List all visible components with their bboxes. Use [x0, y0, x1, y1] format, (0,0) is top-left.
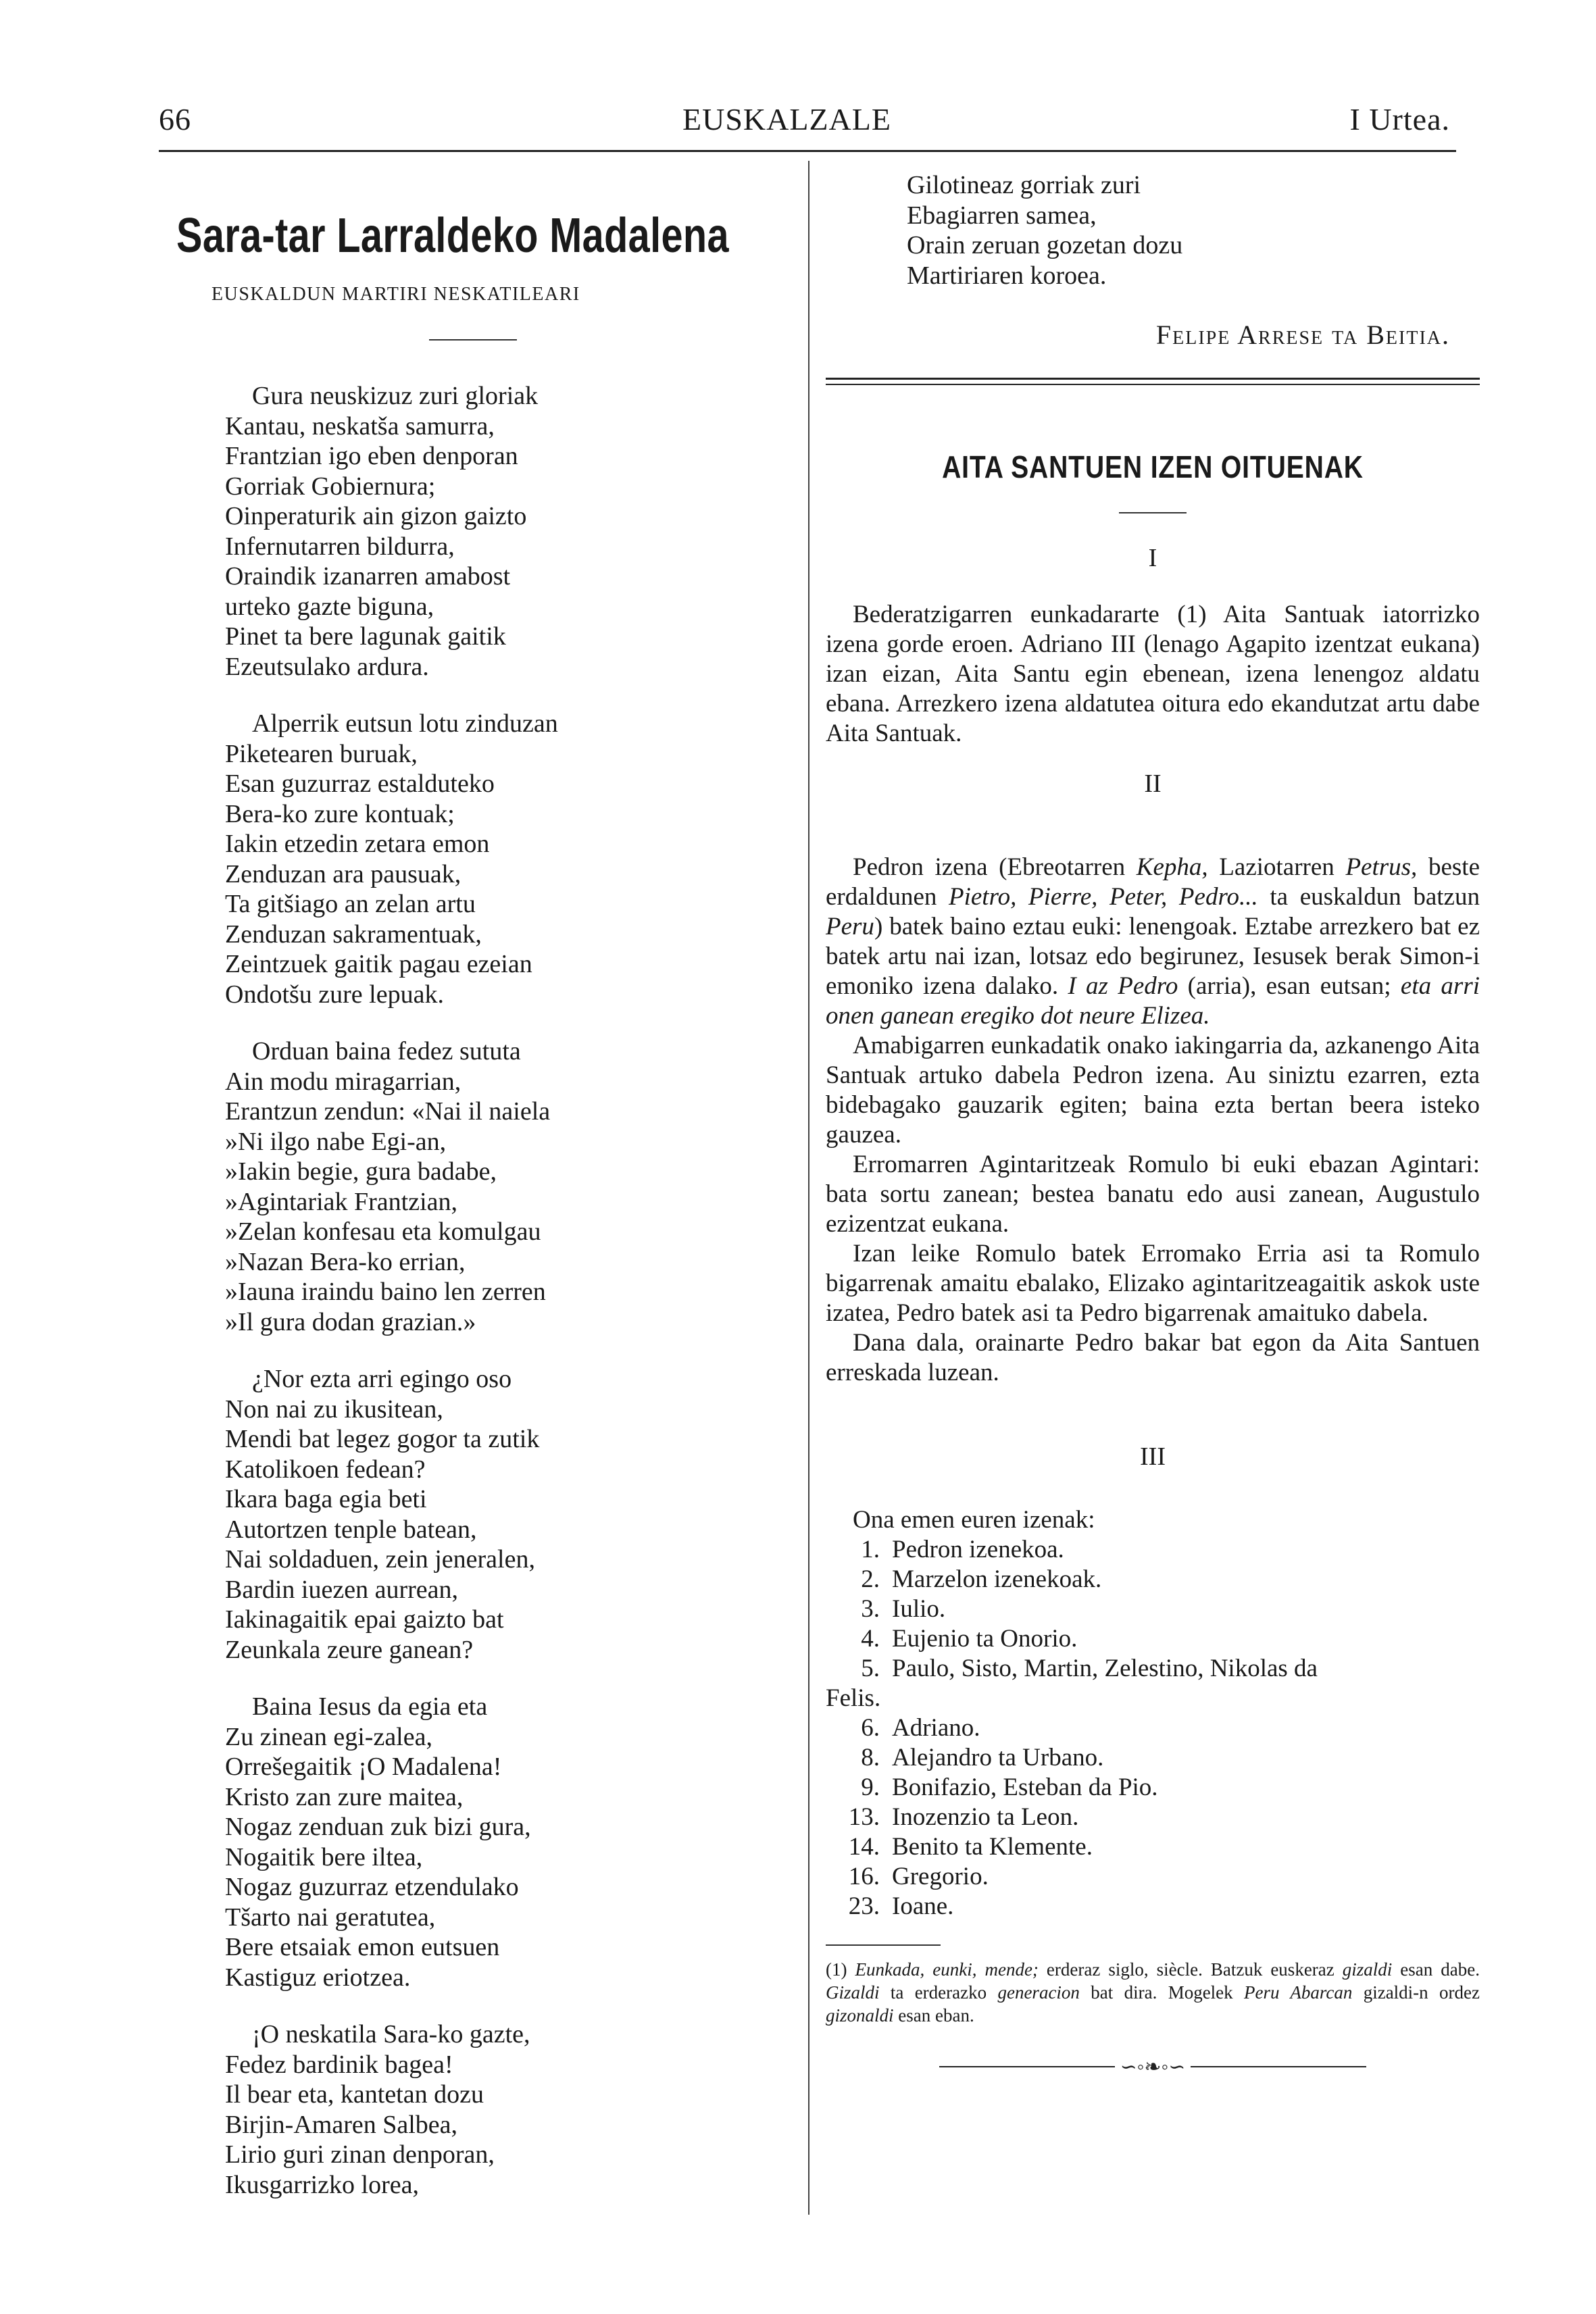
list-intro: Ona emen euren izenak:: [853, 1506, 1095, 1534]
poem-line: Kantau, neskatša samurra,: [225, 411, 495, 441]
poem-line: Pinet ta bere lagunak gaitik: [225, 622, 506, 651]
p2-others: Pietro, Pierre, Peter, Pedro...: [949, 883, 1258, 911]
poem-line: »Iakin begie, gura badabe,: [225, 1157, 497, 1186]
fn-text-b: erderaz siglo, siècle. Batzuk euskeraz: [1038, 1959, 1343, 1980]
fn-italic-4: generacion: [997, 1982, 1080, 2003]
poem-line: Kastiguz eriotzea.: [225, 1963, 411, 1992]
list-item: [826, 1743, 1480, 1773]
poem-line: »Nazan Bera-ko errian,: [225, 1247, 466, 1276]
poem-line: Piketearen buruak,: [225, 739, 418, 768]
poem-line: Orduan baina fedez sututa: [252, 1037, 521, 1065]
list-item-text: Bonifazio, Esteban da Pio.: [892, 1774, 1158, 1801]
poem-line: Martiriaren koroea.: [907, 261, 1107, 290]
list-item-text: Pedron izenekoa.: [892, 1536, 1064, 1563]
poem-line: Zenduzan sakramentuak,: [225, 920, 482, 949]
list-item: [826, 1773, 1480, 1803]
list-item-number: 8.: [861, 1744, 880, 1771]
list-item: [826, 1535, 1480, 1565]
poem-line: ¿Nor ezta arri egingo oso: [252, 1365, 512, 1393]
section-numeral-1: I: [1148, 544, 1157, 572]
volume-year: I Urtea.: [1349, 102, 1450, 136]
poem-line: Ta gitšiago an zelan artu: [225, 890, 476, 918]
list-item-text: Alejandro ta Urbano.: [892, 1744, 1104, 1771]
poem-line: »Zelan konfesau eta komulgau: [225, 1217, 541, 1246]
list-item-number: 4.: [861, 1625, 880, 1653]
poem-stanzas: [166, 381, 801, 2200]
list-item: [826, 1684, 1480, 1713]
fn-italic-3: Gizaldi: [826, 1982, 880, 2003]
poem-line: Ain modu miragarrian,: [225, 1067, 462, 1096]
paragraph-4: Erromarren Agintaritzeak Romulo bi euki ebazan Agintari: bata sortu zanean; bestea banatu edo ausi zanean, Augustulo ezizentzat eukana.: [826, 1151, 1480, 1238]
section-title: AITA SANTUEN IZEN OITUENAK: [942, 449, 1364, 484]
p2-text-a: Pedron izena (Ebreotarren: [853, 853, 1137, 881]
list-item-text: Gregorio.: [892, 1863, 989, 1890]
list-item: [826, 1565, 1480, 1594]
list-item-number: 2.: [861, 1565, 880, 1593]
poem-stanza: [225, 381, 801, 682]
poem-line: Erantzun zendun: «Nai il naiela: [225, 1097, 551, 1126]
poem-line: Nogaitik bere iltea,: [225, 1842, 423, 1871]
p2-text-d: ta euskaldun batzun: [1257, 883, 1480, 911]
poem-line: »Iauna iraindu baino len zerren: [225, 1278, 546, 1306]
poem-subtitle: EUSKALDUN MARTIRI NESKATILEARI: [211, 284, 580, 305]
section-numeral-3: III: [1140, 1442, 1166, 1471]
list-item-text: Eujenio ta Onorio.: [892, 1625, 1078, 1653]
list-item: [826, 1624, 1480, 1654]
poem-line: Mendi bat legez gogor ta zutik: [225, 1425, 540, 1453]
column-divider: [808, 161, 809, 2215]
p2-text-e: ) batek baino eztau euki: lenengoak. Eztabe arrezkero bat ez batek artu nai izan, lotsaz edo begirunez, Iesusek berak Simon-i emoniko izena dalako.: [826, 913, 1480, 1000]
list-item-text: Inozenzio ta Leon.: [892, 1803, 1079, 1831]
poem-line: Oinperaturik ain gizon gaizto: [225, 502, 527, 530]
poem-line: Nogaz guzurraz etzendulako: [225, 1873, 519, 1901]
section-numeral-2: II: [1144, 770, 1162, 798]
fn-italic-5: Peru Abarcan: [1244, 1982, 1353, 2003]
section-rule-top: [826, 378, 1480, 380]
fn-text-a: (1): [826, 1959, 855, 1980]
poem-line: Bera-ko zure kontuak;: [225, 799, 455, 828]
poem-stanza: [225, 1364, 801, 1665]
poem-line: Esan guzurraz estalduteko: [225, 770, 495, 798]
paragraph-1: Bederatzigarren eunkadararte (1) Aita Santuak iatorrizko izena gorde eroen. Adriano III (lenago Agapito izentzat eukana) izan eizan, Aita Santu egin ebenean, izena lenengoz aldatu ebana. Arrezkero izena aldatutea oitura edo ekandutzat artu dabe Aita Santuak.: [826, 601, 1480, 747]
poem-line: Il bear eta, kantetan dozu: [225, 2080, 484, 2109]
p2-text-f: (arria), esan eutsan;: [1178, 972, 1401, 1000]
poem-line: Zeunkala zeure ganean?: [225, 1635, 474, 1664]
poem-line: Fedez bardinik bagea!: [225, 2050, 453, 2079]
paragraph-3: Amabigarren eunkadatik onako iakingarria da, azkanengo Aita Santuak artuko dabela Pedron izena. Au siniztu ezarren, ezta bidebagako gauzarik egiten; baina ezta bertan beera isteko gauzea.: [826, 1032, 1480, 1149]
signature-text: Felipe Arrese ta Beitia.: [1155, 320, 1450, 350]
poem-stanza: [225, 1692, 801, 1992]
list-item: [826, 1713, 1480, 1743]
poem-line: Gura neuskizuz zuri gloriak: [252, 382, 539, 410]
paragraph-6: Dana dala, orainarte Pedro bakar bat egon da Aita Santuen erreskada luzean.: [826, 1329, 1480, 1386]
list-item-text: Marzelon izenekoak.: [892, 1565, 1102, 1593]
fn-italic-6: gizonaldi: [826, 2005, 894, 2026]
poem-line: Bere etsaiak emon eutsuen: [225, 1933, 500, 1961]
poem-line: »Il gura dodan grazian.»: [225, 1307, 476, 1336]
list-item-number: 23.: [848, 1892, 880, 1920]
paragraph-2: [826, 853, 1480, 1031]
left-column: [166, 161, 801, 2227]
footnote: [826, 1958, 1480, 2027]
poem-line: Gorriak Gobiernura;: [225, 472, 436, 501]
poem-line: Ezeutsulako ardura.: [225, 652, 429, 681]
list-item-number: 14.: [848, 1833, 880, 1861]
title-rule: [429, 339, 517, 341]
poem-line: Nai soldaduen, zein jeneralen,: [225, 1545, 535, 1574]
fn-text-g: esan eban.: [893, 2005, 974, 2026]
poem-line: Baina Iesus da egia eta: [252, 1692, 488, 1721]
poem-line: Gilotineaz gorriak zuri: [907, 171, 1141, 199]
list-item: [826, 1892, 1480, 1921]
poem-line: urteko gazte biguna,: [225, 592, 434, 621]
list-item: [826, 1862, 1480, 1892]
fn-italic-1: Eunkada, eunki, mende;: [855, 1959, 1039, 1980]
poem-line: Ikusgarrizko lorea,: [225, 2170, 419, 2199]
fn-text-e: bat dira. Mogelek: [1079, 1982, 1245, 2003]
list-item-number: 3.: [861, 1595, 880, 1623]
poem-line: Lirio guri zinan denporan,: [225, 2140, 495, 2169]
poem-line: Zu zinean egi-zalea,: [225, 1722, 432, 1751]
poem-line: Frantzian igo eben denporan: [225, 442, 518, 470]
poem-line: Non nai zu ikusitean,: [225, 1394, 443, 1424]
magazine-name: EUSKALZALE: [682, 102, 891, 136]
list-item: [826, 1832, 1480, 1862]
poem-signature: [826, 319, 1480, 351]
list-item-text: Iulio.: [892, 1595, 946, 1623]
ornament-line-right: [1191, 2066, 1366, 2067]
ornament-flourish-icon: ∽◦❧◦∽: [1120, 2055, 1186, 2078]
list-item-text: Benito ta Klemente.: [892, 1833, 1093, 1861]
poem-line: Nogaz zenduan zuk bizi gura,: [225, 1813, 531, 1841]
p2-quote-1: I az Pedro: [1068, 972, 1178, 1000]
p2-petrus: Petrus,: [1345, 853, 1418, 881]
poem-line: Zeintzuek gaitik pagau ezeian: [225, 950, 532, 978]
poem-ending: [907, 170, 1480, 291]
poem-line: Ondotšu zure lepuak.: [225, 980, 444, 1009]
poem-title: Sara-tar Larraldeko Madalena: [176, 209, 729, 263]
poem-line: Tšarto nai geratutea,: [225, 1903, 436, 1932]
list-item: [826, 1654, 1480, 1684]
page-number: 66: [159, 102, 191, 136]
right-column: [826, 161, 1480, 2079]
poem-stanza: [225, 1036, 801, 1337]
poem-line: Iakinagaitik epai gaizto bat: [225, 1605, 504, 1634]
list-item-number: 1.: [861, 1536, 880, 1563]
poem-line: Autortzen tenple batean,: [225, 1515, 477, 1544]
header-rule: [159, 150, 1456, 152]
list-item: [826, 1594, 1480, 1624]
paragraph-5: Izan leike Romulo batek Erromako Erria asi ta Romulo bigarrenak amaitu ebalako, Elizako agintaritzeagaitik askok uste izatea, Pedro batek asi ta Pedro bigarrenak amaituko dabela.: [826, 1240, 1480, 1327]
poem-line: »Ni ilgo nabe Egi-an,: [225, 1127, 447, 1156]
poem-line: Birjin-Amaren Salbea,: [225, 2110, 458, 2139]
poem-line: Alperrik eutsun lotu zinduzan: [252, 709, 558, 738]
poem-stanza: [225, 709, 801, 1009]
fn-text-c: esan dabe.: [1392, 1959, 1480, 1980]
p2-quote-2: eta arri onen ganean eregiko dot neure Elizea.: [826, 972, 1480, 1030]
fn-text-d: ta erderazko: [879, 1982, 998, 2003]
poem-stanza: [225, 2019, 801, 2200]
poem-line: Katolikoen fedean?: [225, 1455, 426, 1484]
list-item-number: 6.: [861, 1714, 880, 1742]
section-rule-bottom: [826, 384, 1480, 385]
list-item-number: 5.: [861, 1655, 880, 1682]
fn-text-f: gizaldi-n ordez: [1352, 1982, 1480, 2003]
list-item-text: Adriano.: [892, 1714, 980, 1742]
p2-text-b: Laziotarren: [1207, 853, 1346, 881]
end-ornament: [826, 2054, 1480, 2079]
p2-text-c: beste erdaldunen: [826, 853, 1480, 911]
poem-line: Ebagiarren samea,: [907, 201, 1097, 230]
poem-line: Iakin etzedin zetara emon: [225, 830, 490, 858]
list-item-text: Ioane.: [892, 1892, 954, 1920]
poem-line: Orrešegaitik ¡O Madalena!: [225, 1753, 502, 1781]
poem-line: Kristo zan zure maitea,: [225, 1782, 464, 1811]
p2-kepha: Kepha,: [1136, 853, 1208, 881]
pope-name-list: [826, 1535, 1480, 1921]
poem-line: Oraindik izanarren amabost: [225, 562, 511, 590]
list-item-number: 16.: [848, 1863, 880, 1890]
poem-line: »Agintariak Frantzian,: [225, 1187, 458, 1216]
poem-line: Orain zeruan gozetan dozu: [907, 231, 1183, 259]
poem-line: Ikara baga egia beti: [225, 1485, 427, 1513]
list-item-number: 9.: [861, 1774, 880, 1801]
poem-line: Infernutarren bildurra,: [225, 532, 455, 561]
list-item-text: Paulo, Sisto, Martin, Zelestino, Nikolas da: [892, 1655, 1318, 1682]
section-title-rule: [1119, 512, 1187, 513]
ornament-line-left: [939, 2066, 1115, 2067]
list-item: [826, 1803, 1480, 1832]
list-item-text: Felis.: [826, 1684, 881, 1712]
poem-line: ¡O neskatila Sara-ko gazte,: [252, 2020, 530, 2048]
poem-line: Zenduzan ara pausuak,: [225, 859, 462, 888]
footnote-rule: [826, 1944, 941, 1946]
p2-peru: Peru: [826, 913, 874, 940]
poem-line: Bardin iuezen aurrean,: [225, 1575, 458, 1604]
fn-italic-2: gizaldi: [1342, 1959, 1393, 1980]
list-item-number: 13.: [848, 1803, 880, 1831]
